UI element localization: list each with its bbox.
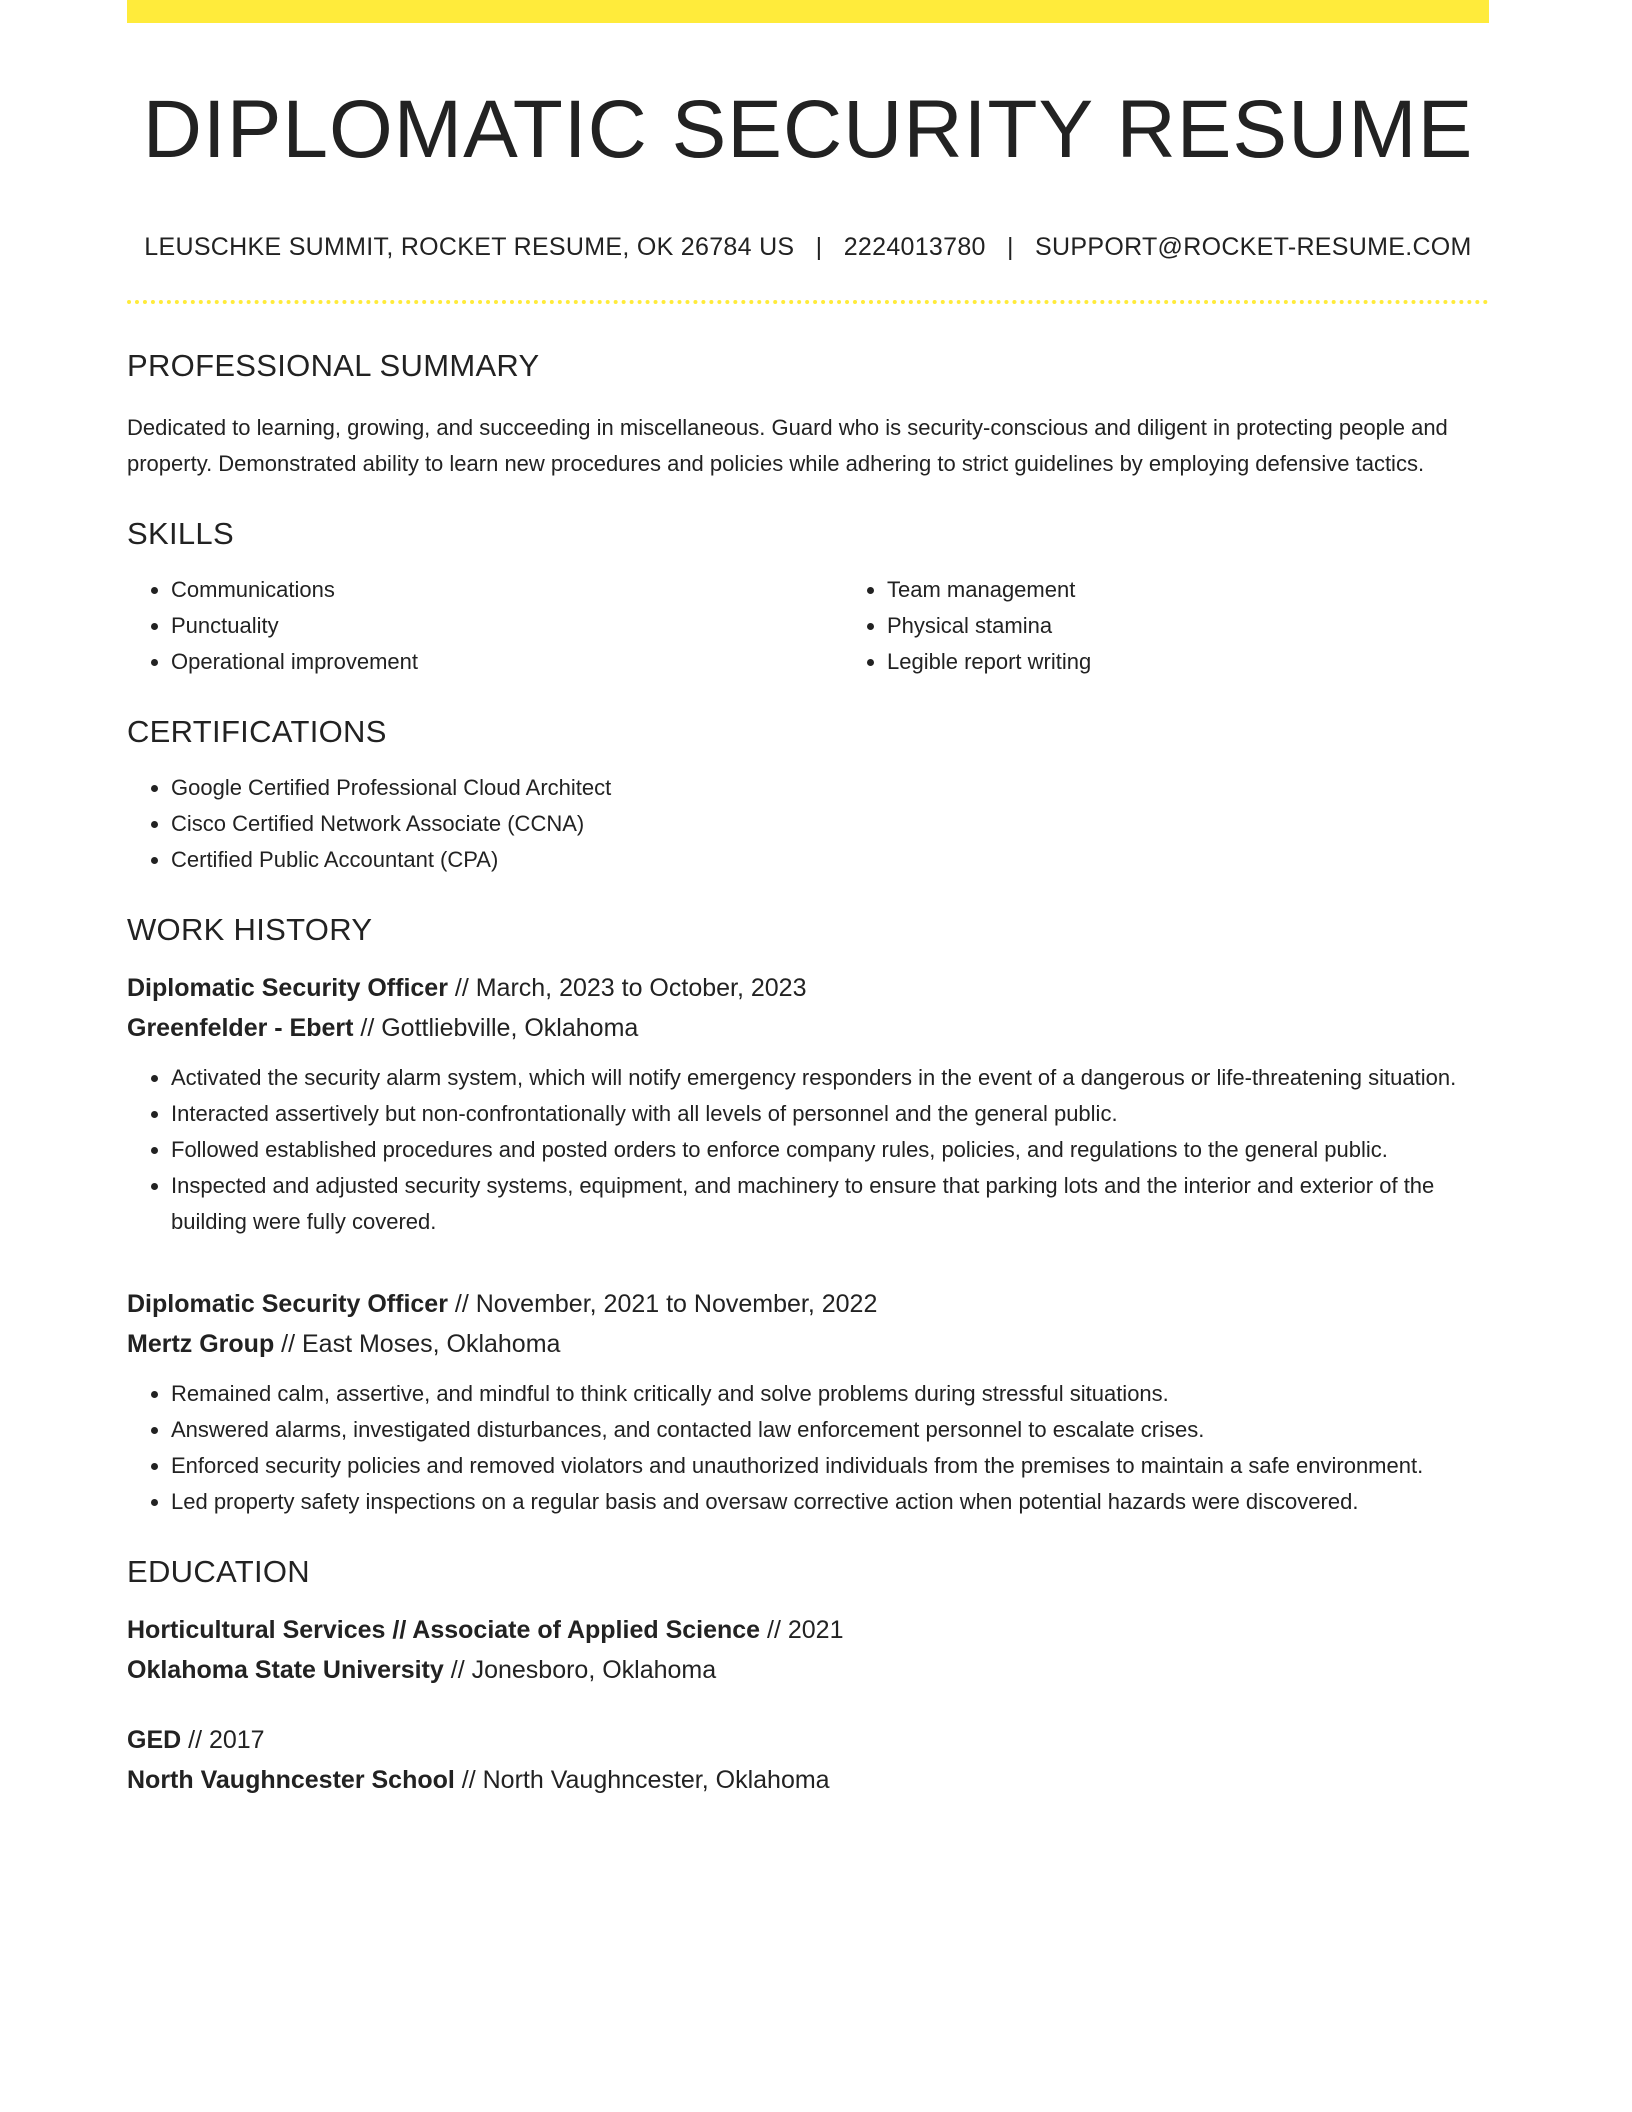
resume-page (127, 0, 1489, 1800)
job-duty: • Activated the security alarm system, which will notify emergency responders in the event of a dangerous or life-threatening situation. (171, 1060, 1489, 1096)
job-duty: • Remained calm, assertive, and mindful to think critically and solve problems during stressful situations. (171, 1376, 1489, 1412)
header-divider (127, 300, 1489, 304)
skill-item: • Team management (887, 572, 1559, 608)
job-dates: // November, 2021 to November, 2022 (447, 1290, 878, 1319)
education-entry (127, 1610, 1489, 1690)
job-duties-list (127, 1060, 1489, 1240)
job-title-line (127, 1284, 1489, 1324)
job-title: Diplomatic Security Officer (127, 974, 448, 1003)
contact-separator: | (1007, 233, 1014, 262)
skill-item: • Physical stamina (887, 608, 1559, 644)
job-duty: • Answered alarms, investigated disturbances, and contacted law enforcement personnel to escalate crises. (171, 1412, 1489, 1448)
skill-item: • Punctuality (171, 608, 843, 644)
skill-item: • Communications (171, 572, 843, 608)
contact-phone: 2224013780 (843, 233, 986, 262)
job-location: // East Moses, Oklahoma (274, 1330, 561, 1359)
job-location: // Gottliebville, Oklahoma (353, 1014, 639, 1043)
contact-line (127, 233, 1489, 262)
accent-top-bar (127, 0, 1489, 23)
education-degree: GED (127, 1726, 182, 1755)
education-location: // Jonesboro, Oklahoma (443, 1656, 717, 1685)
skill-item: • Operational improvement (171, 644, 843, 680)
education-school: North Vaughncester School (127, 1766, 455, 1795)
job-duties-list (127, 1376, 1489, 1520)
contact-address: LEUSCHKE SUMMIT, ROCKET RESUME, OK 26784 US (144, 233, 795, 262)
education-year: // 2017 (181, 1726, 265, 1755)
job-company-line (127, 1324, 1489, 1364)
skills-left-column (127, 572, 843, 680)
education-year: // 2021 (760, 1616, 844, 1645)
skill-item: • Legible report writing (887, 644, 1559, 680)
job-dates: // March, 2023 to October, 2023 (447, 974, 807, 1003)
job-entry (127, 1284, 1489, 1520)
contact-email: SUPPORT@ROCKET-RESUME.COM (1035, 233, 1472, 262)
certification-item: • Cisco Certified Network Associate (CCNA) (171, 806, 1489, 842)
skills-heading: SKILLS (127, 516, 234, 552)
contact-separator: | (815, 233, 823, 262)
certifications-list (127, 770, 1489, 878)
certification-item: • Certified Public Accountant (CPA) (171, 842, 1489, 878)
job-duty: • Followed established procedures and posted orders to enforce company rules, policies, and regulations to the general public. (171, 1132, 1489, 1168)
resume-title: DIPLOMATIC SECURITY RESUME (142, 84, 1474, 175)
skills-list (127, 572, 1489, 680)
education-heading: EDUCATION (127, 1554, 310, 1590)
education-entry (127, 1720, 1489, 1800)
job-title: Diplomatic Security Officer (127, 1290, 448, 1319)
education-degree-line (127, 1720, 1489, 1760)
job-duty: • Enforced security policies and removed violators and unauthorized individuals from the premises to maintain a safe environment. (171, 1448, 1489, 1484)
education-school: Oklahoma State University (127, 1656, 444, 1685)
certification-item: • Google Certified Professional Cloud Architect (171, 770, 1489, 806)
job-duty: • Interacted assertively but non-confrontationally with all levels of personnel and the general public. (171, 1096, 1489, 1132)
education-school-line (127, 1760, 1489, 1800)
education-degree: Horticultural Services // Associate of Applied Science (127, 1616, 761, 1645)
job-title-line (127, 968, 1489, 1008)
education-degree-line (127, 1610, 1489, 1650)
skills-right-column (843, 572, 1559, 680)
job-entry (127, 968, 1489, 1240)
job-duty: • Inspected and adjusted security systems, equipment, and machinery to ensure that parking lots and the interior and exterior of the building were fully covered. (171, 1168, 1489, 1240)
certifications-heading: CERTIFICATIONS (127, 714, 387, 750)
job-company: Greenfelder - Ebert (127, 1014, 354, 1043)
education-school-line (127, 1650, 1489, 1690)
job-company: Mertz Group (127, 1330, 275, 1359)
education-location: // North Vaughncester, Oklahoma (454, 1766, 830, 1795)
summary-text: Dedicated to learning, growing, and succeeding in miscellaneous. Guard who is security-conscious and diligent in protecting people and property. Demonstrated ability to learn new procedures and policies while adhering to strict guidelines by employing defensive tactics. (127, 415, 1448, 477)
job-duty: • Led property safety inspections on a regular basis and oversaw corrective action when potential hazards were discovered. (171, 1484, 1489, 1520)
summary-heading: PROFESSIONAL SUMMARY (127, 348, 540, 384)
work-history-heading: WORK HISTORY (127, 912, 373, 948)
job-company-line (127, 1008, 1489, 1048)
